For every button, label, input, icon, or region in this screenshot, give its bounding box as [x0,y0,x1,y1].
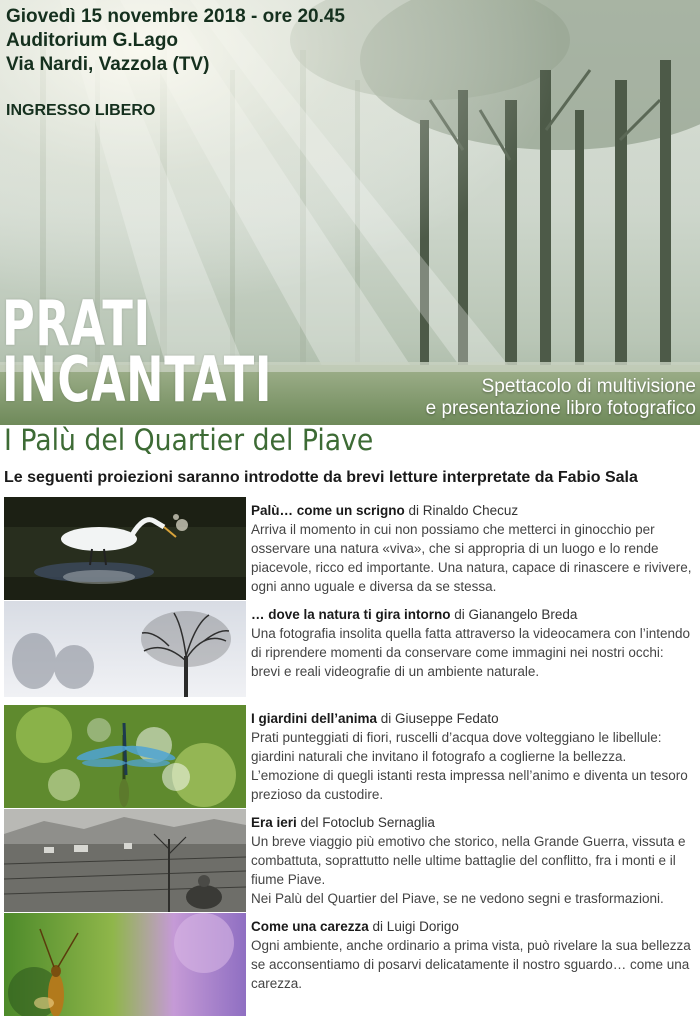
event-info [6,5,345,121]
projection-entry [4,913,698,1016]
subtitle-line1: Spettacolo di multivisione [481,376,696,397]
projection-author: di Luigi Dorigo [368,919,459,934]
projection-title: … dove la natura ti gira intorno [251,607,451,622]
projection-entry [4,809,698,912]
projection-description: Prati punteggiati di fiori, ruscelli d’acqua dove volteggiano le libellule: giardini naturali che invitano il fotografo a coglierne la bellezza. L’emozione di quegli istanti resta impressa nell’animo e diventa un tesoro prezioso da custodire. [251,730,688,802]
main-title-line2: INCANTATI [2,343,273,416]
projection-author: di Rinaldo Checuz [404,503,519,518]
projection-entry [4,497,698,600]
egret-photo [4,497,246,600]
projection-title: I giardini dell’anima [251,711,378,726]
event-date: Giovedì 15 novembre 2018 - ore 20.45 [6,6,346,27]
projection-text [251,813,696,908]
book-title: I Palù del Quartier del Piave [4,423,374,457]
dragonfly-photo [4,705,246,808]
projection-text [251,709,696,804]
historical-bw-photo [4,809,246,912]
projection-entry [4,601,698,704]
projection-list [4,497,698,1017]
projection-title: Era ieri [251,815,297,830]
event-entry: INGRESSO LIBERO [6,102,156,119]
insect-macro-photo [4,913,246,1016]
projection-description: Ogni ambiente, anche ordinario a prima vista, può rivelare la sua bellezza se acconsentiamo di posarvi delicatamente il nostro sguardo… come una carezza. [251,938,691,991]
event-venue: Auditorium G.Lago [6,30,179,51]
subtitle-line2: e presentazione libro fotografico [425,398,696,419]
winter-tree-photo [4,601,246,704]
projection-text [251,605,696,681]
projection-author: del Fotoclub Sernaglia [296,815,435,830]
projection-author: di Giuseppe Fedato [377,711,499,726]
event-address: Via Nardi, Vazzola (TV) [6,54,210,75]
intro-text: Le seguenti proiezioni saranno introdotte da brevi letture interpretate da Fabio Sala [4,469,638,486]
projection-author: di Gianangelo Breda [450,607,578,622]
hero-section [0,0,700,425]
projection-entry [4,705,698,808]
projection-title: Palù… come un scrigno [251,503,405,518]
show-subtitle [426,376,696,420]
projection-description: Arriva il momento in cui non possiamo che metterci in ginocchio per osservare una natura «viva», che si appropria di un luogo e lo rende piacevole, ricco ed importante. Una natura, capace di rinascere e rivivere, ogni anno uguale e diversa da se stessa. [251,522,692,594]
main-title [2,287,273,416]
projection-text [251,917,696,993]
projection-description: Un breve viaggio più emotivo che storico, nella Grande Guerra, vissuta e combattuta, soprattutto nelle ultime battaglie del conflitto, fra i monti e il fiume Piave. [251,834,686,887]
projection-description-extra: Nei Palù del Quartier del Piave, se ne vedono segni e trasformazioni. [251,891,664,906]
projection-description: Una fotografia insolita quella fatta attraverso la videocamera con l’intendo di riprendere momenti da conservare come immagini nei nostri occhi: brevi e reali videografie di un ambiente naturale. [251,626,691,679]
main-title-line1: PRATI [2,287,151,360]
projection-title: Come una carezza [251,919,369,934]
projection-text [251,501,696,596]
